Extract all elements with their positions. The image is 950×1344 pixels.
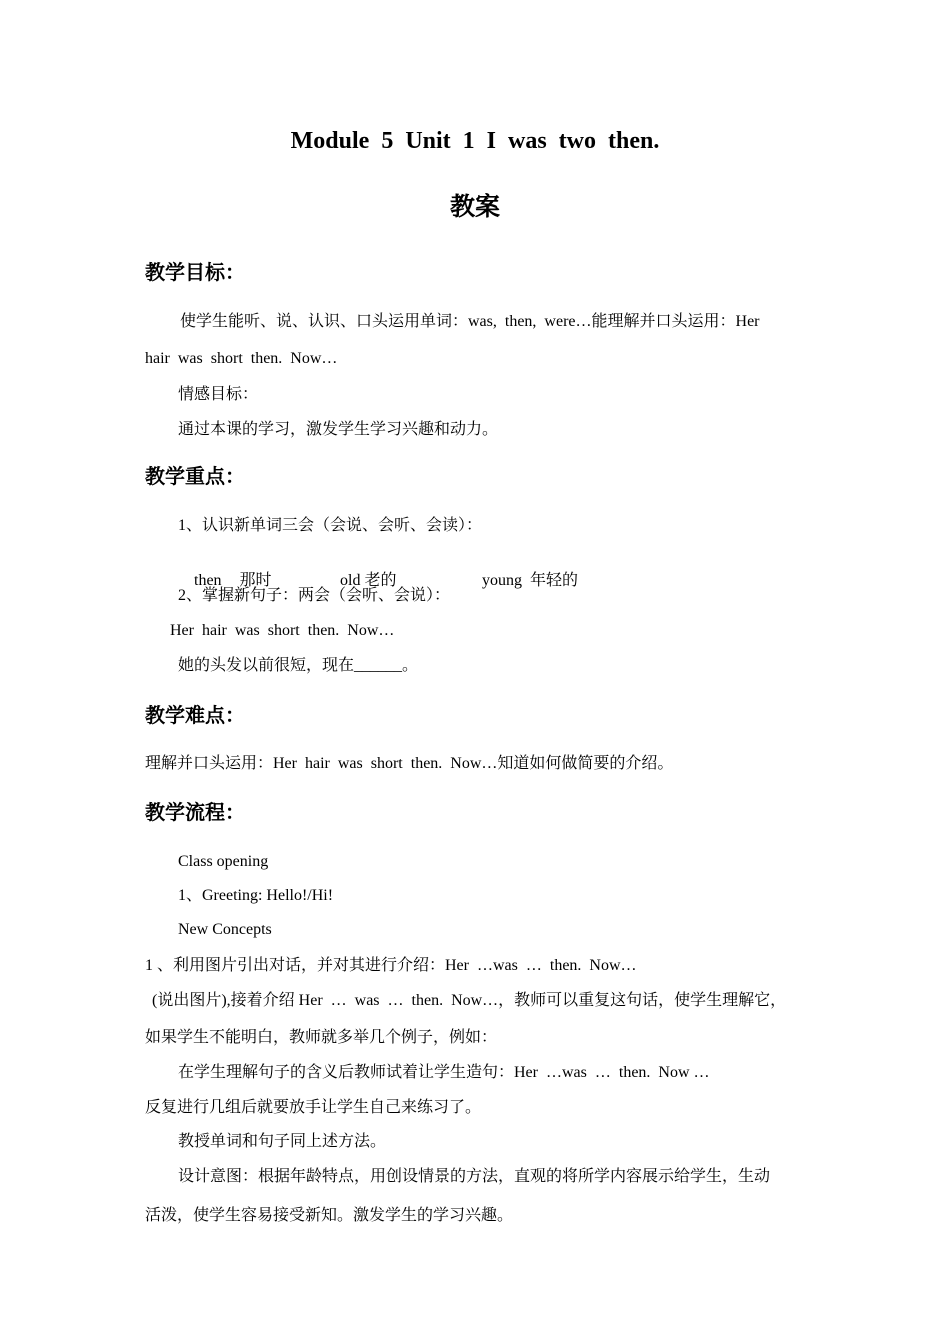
key-points-line-5: 她的头发以前很短，现在______。 xyxy=(178,657,419,674)
objectives-line-4: 通过本课的学习，激发学生学习兴趣和动力。 xyxy=(178,421,499,438)
difficulties-line-1: 理解并口头运用：Her hair was short then. Now…知道如何做简要的介绍。 xyxy=(145,755,674,772)
process-line-8: 反复进行几组后就要放手让学生自己来练习了。 xyxy=(145,1099,482,1116)
heading-key-points: 教学重点： xyxy=(145,464,245,488)
objectives-line-1: 使学生能听、说、认识、口头运用单词：was, then, were…能理解并口头运用：Her xyxy=(180,313,760,330)
process-line-9: 教授单词和句子同上述方法。 xyxy=(178,1133,387,1150)
vocab-word: young xyxy=(482,572,522,589)
key-points-line-4: Her hair was short then. Now… xyxy=(170,622,395,639)
process-line-7: 在学生理解句子的含义后教师试着让学生造句：Her …was … then. Now … xyxy=(178,1064,710,1081)
objectives-line-2: hair was short then. Now… xyxy=(145,350,338,367)
heading-process: 教学流程： xyxy=(145,800,245,824)
key-points-line-3: 2、掌握新句子：两会（会听、会说）： xyxy=(178,587,451,604)
heading-objectives: 教学目标： xyxy=(145,260,245,284)
process-line-4: 1 、利用图片引出对话，并对其进行介绍：Her …was … then. Now… xyxy=(145,957,637,974)
process-line-11: 活泼，使学生容易接受新知。激发学生的学习兴趣。 xyxy=(145,1207,514,1224)
process-line-3: New Concepts xyxy=(178,921,272,938)
vocab-meaning: 年轻的 xyxy=(530,572,579,589)
process-line-1: Class opening xyxy=(178,853,269,870)
vocab-word: old xyxy=(340,572,361,589)
process-line-6: 如果学生不能明白，教师就多举几个例子，例如： xyxy=(145,1029,498,1046)
vocab-meaning: 老的 xyxy=(364,572,397,589)
document-subtitle: 教案 xyxy=(449,194,500,221)
vocab-word: then xyxy=(194,572,222,589)
process-line-10: 设计意图：根据年龄特点，用创设情景的方法，直观的将所学内容展示给学生，生动 xyxy=(178,1168,771,1185)
vocab-item-young xyxy=(466,551,578,611)
vocab-meaning: 那时 xyxy=(239,572,272,589)
document-title: Module 5 Unit 1 I was two then. xyxy=(290,128,660,154)
objectives-line-3: 情感目标： xyxy=(178,386,259,403)
key-points-line-1: 1、认识新单词三会（会说、会听、会读）： xyxy=(178,517,483,534)
process-line-2: 1、Greeting: Hello!/Hi! xyxy=(178,887,334,904)
process-line-5: (说出图片),接着介绍 Her … was … then. Now…，教师可以重复这句话，使学生理解它， xyxy=(152,992,787,1009)
heading-difficulties: 教学难点： xyxy=(145,703,245,727)
